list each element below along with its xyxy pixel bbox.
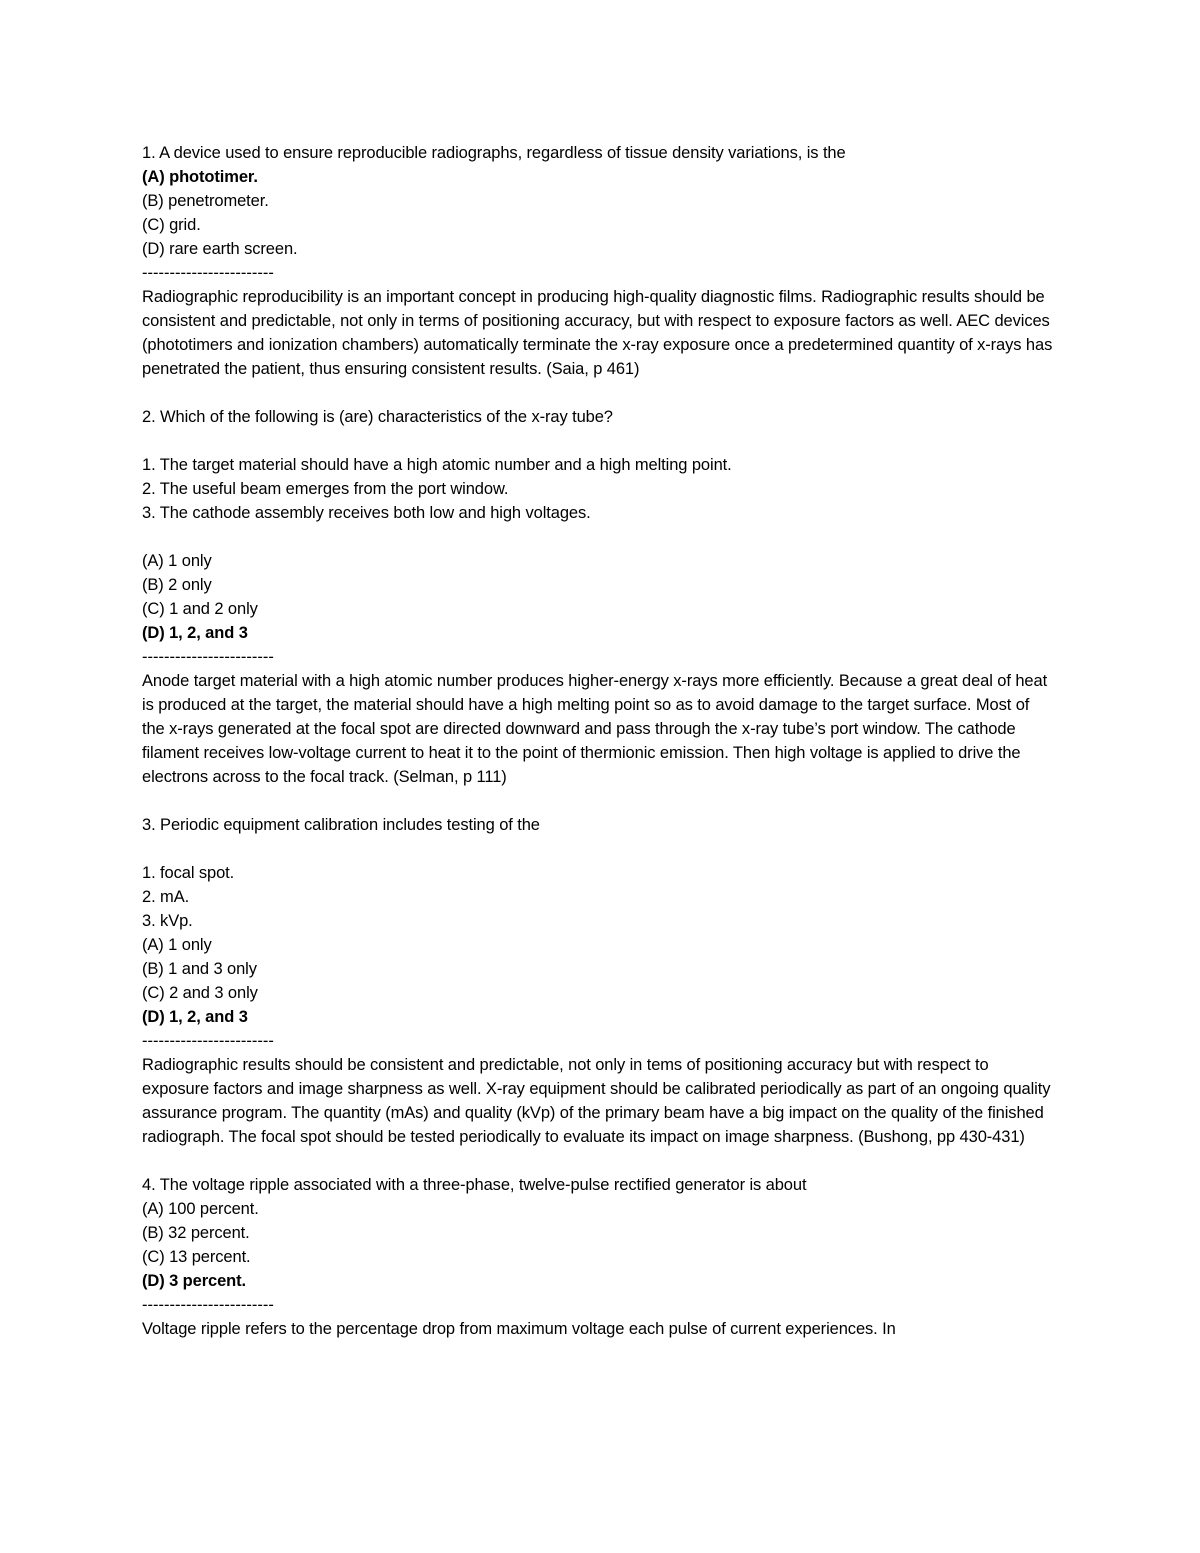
- question-4-stem: 4. The voltage ripple associated with a three-phase, twelve-pulse rectified generator is about: [142, 1176, 807, 1194]
- question-3-statement-1: 1. focal spot.: [142, 864, 235, 882]
- spacer: [142, 789, 1057, 813]
- question-document: [142, 141, 1057, 1341]
- question-2-statement-1: 1. The target material should have a high atomic number and a high melting point.: [142, 456, 732, 474]
- question-1-option-d: (D) rare earth screen.: [142, 240, 298, 258]
- question-4-option-d: (D) 3 percent.: [142, 1272, 247, 1290]
- question-2-option-b: (B) 2 only: [142, 576, 212, 594]
- question-3-statement-3: 3. kVp.: [142, 912, 193, 930]
- spacer: [142, 381, 1057, 405]
- question-4: [142, 1173, 1057, 1341]
- question-3-statement-2: 2. mA.: [142, 888, 190, 906]
- question-3-option-b: (B) 1 and 3 only: [142, 960, 257, 978]
- spacer: [142, 525, 1057, 549]
- spacer: [142, 837, 1057, 861]
- question-1-option-c: (C) grid.: [142, 216, 201, 234]
- question-2-statement-3: 3. The cathode assembly receives both low and high voltages.: [142, 504, 591, 522]
- question-3-option-a: (A) 1 only: [142, 936, 212, 954]
- question-4-option-b: (B) 32 percent.: [142, 1224, 250, 1242]
- answer-separator: ------------------------: [142, 1032, 274, 1050]
- question-2-explanation: Anode target material with a high atomic number produces higher-energy x-rays more efficiently. Because a great deal of heat is produced at the target, the material should have a high melting point so as to avoid damage to the target surface. Most of the x-rays generated at the focal spot are directed downward and pass through the x-ray tube’s port window. The cathode filament receives low-voltage current to heat it to the point of thermionic emission. Then high voltage is applied to drive the electrons across to the focal track. (Selman, p 111): [142, 672, 1048, 786]
- spacer: [142, 1149, 1057, 1173]
- question-1-explanation: Radiographic reproducibility is an important concept in producing high-quality diagnostic films. Radiographic results should be consistent and predictable, not only in terms of positioning accuracy, but with respect to exposure factors as well. AEC devices (phototimers and ionization chambers) automatically terminate the x-ray exposure once a predetermined quantity of x-rays has penetrated the patient, thus ensuring consistent results. (Saia, p 461): [142, 288, 1053, 378]
- question-4-option-c: (C) 13 percent.: [142, 1248, 251, 1266]
- question-3-option-d: (D) 1, 2, and 3: [142, 1008, 248, 1026]
- question-1-option-b: (B) penetrometer.: [142, 192, 269, 210]
- question-1: [142, 141, 1057, 381]
- question-3-stem: 3. Periodic equipment calibration includes testing of the: [142, 816, 540, 834]
- question-2: [142, 405, 1057, 789]
- question-1-stem: 1. A device used to ensure reproducible radiographs, regardless of tissue density variations, is the: [142, 144, 846, 162]
- question-3-option-c: (C) 2 and 3 only: [142, 984, 258, 1002]
- answer-separator: ------------------------: [142, 264, 274, 282]
- question-4-explanation: Voltage ripple refers to the percentage drop from maximum voltage each pulse of current experiences. In: [142, 1320, 896, 1338]
- spacer: [142, 429, 1057, 453]
- answer-separator: ------------------------: [142, 1296, 274, 1314]
- question-4-option-a: (A) 100 percent.: [142, 1200, 259, 1218]
- question-1-option-a: (A) phototimer.: [142, 168, 258, 186]
- question-3: [142, 813, 1057, 1149]
- question-2-statement-2: 2. The useful beam emerges from the port window.: [142, 480, 509, 498]
- question-3-explanation: Radiographic results should be consistent and predictable, not only in tems of positioning accuracy but with respect to exposure factors and image sharpness as well. X-ray equipment should be calibrated periodically as part of an ongoing quality assurance program. The quantity (mAs) and quality (kVp) of the primary beam have a big impact on the quality of the finished radiograph. The focal spot should be tested periodically to evaluate its impact on image sharpness. (Bushong, pp 430-431): [142, 1056, 1051, 1146]
- question-2-stem: 2. Which of the following is (are) characteristics of the x-ray tube?: [142, 408, 613, 426]
- question-2-option-a: (A) 1 only: [142, 552, 212, 570]
- question-2-option-c: (C) 1 and 2 only: [142, 600, 258, 618]
- question-2-option-d: (D) 1, 2, and 3: [142, 624, 248, 642]
- answer-separator: ------------------------: [142, 648, 274, 666]
